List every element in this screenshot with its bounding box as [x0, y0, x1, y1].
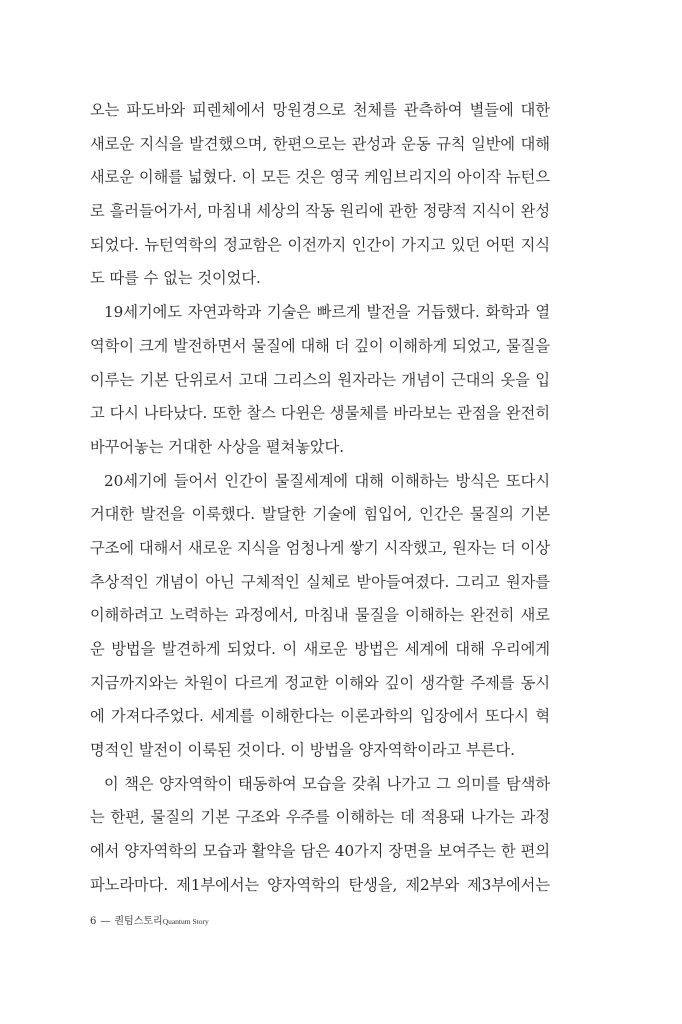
- book-title-english: Quantum Story: [162, 917, 209, 926]
- text-line: 지금까지와는 차원이 다르게 정교한 이해와 깊이 생각할 주제를 동시: [90, 673, 550, 692]
- text-line: 명적인 발전이 이룩된 것이다. 이 방법을 양자역학이라고 부른다.: [90, 741, 515, 760]
- text-line: 고 다시 나타났다. 또한 찰스 다윈은 생물체를 바라보는 관점을 완전히: [90, 404, 550, 423]
- text-line: 이 책은 양자역학이 태동하여 모습을 갖춰 나가고 그 의미를 탐색하: [104, 774, 550, 793]
- page-number: 6: [90, 916, 97, 927]
- text-line: 추상적인 개념이 아닌 구체적인 실체로 받아들여졌다. 그리고 원자를: [90, 572, 550, 591]
- text-line: 이해하려고 노력하는 과정에서, 마침내 물질을 이해하는 완전히 새로: [90, 606, 550, 625]
- text-line: 바꾸어놓는 거대한 사상을 펼쳐놓았다.: [90, 437, 345, 456]
- text-line: 로 흘러들어가서, 마침내 세상의 작동 원리에 관한 정량적 지식이 완성: [90, 202, 550, 221]
- text-line: 파노라마다. 제1부에서는 양자역학의 탄생을, 제2부와 제3부에서는: [90, 875, 550, 894]
- text-line: 에서 양자역학의 모습과 활약을 담은 40가지 장면을 보여주는 한 편의: [90, 842, 550, 861]
- text-line: 되었다. 뉴턴역학의 정교함은 이전까지 인간이 가지고 있던 어떤 지식: [90, 235, 550, 254]
- text-line: 운 방법을 발견하게 되었다. 이 새로운 방법은 세계에 대해 우리에게: [90, 640, 550, 658]
- text-line: 도 따를 수 없는 것이었다.: [90, 269, 261, 288]
- text-line: 19세기에도 자연과학과 기술은 빠르게 발전을 거듭했다. 화학과 열: [104, 303, 550, 322]
- text-line: 새로운 지식을 발견했으며, 한편으로는 관성과 운동 규칙 일반에 대해: [90, 134, 550, 153]
- text-line: 이루는 기본 단위로서 고대 그리스의 원자라는 개념이 근대의 옷을 입: [90, 370, 550, 389]
- book-title-korean: 퀀텀스토리: [114, 916, 163, 927]
- text-line: 거대한 발전을 이룩했다. 발달한 기술에 힘입어, 인간은 물질의 기본: [90, 505, 550, 524]
- text-line: 구조에 대해서 새로운 지식을 엄청나게 쌓기 시작했고, 원자는 더 이상: [90, 538, 550, 557]
- text-line: 새로운 이해를 넓혔다. 이 모든 것은 영국 케임브리지의 아이작 뉴턴으: [90, 168, 550, 187]
- running-footer: [90, 912, 209, 927]
- paragraph: [90, 768, 550, 903]
- text-line: 에 가져다주었다. 세계를 이해한다는 이론과학의 입장에서 또다시 혁: [90, 707, 550, 726]
- text-line: 역학이 크게 발전하면서 물질에 대해 더 깊이 이해하게 되었고, 물질을: [90, 336, 550, 355]
- footer-dash: —: [100, 916, 111, 927]
- paragraph: [90, 94, 550, 296]
- page-body: [90, 94, 550, 903]
- paragraph: [90, 296, 550, 464]
- text-line: 오는 파도바와 피렌체에서 망원경으로 천체를 관측하여 별들에 대한: [90, 101, 550, 119]
- text-line: 는 한편, 물질의 기본 구조와 우주를 이해하는 데 적용돼 나가는 과정: [90, 808, 550, 827]
- text-line: 20세기에 들어서 인간이 물질세계에 대해 이해하는 방식은 또다시: [104, 471, 550, 490]
- paragraph: [90, 465, 550, 768]
